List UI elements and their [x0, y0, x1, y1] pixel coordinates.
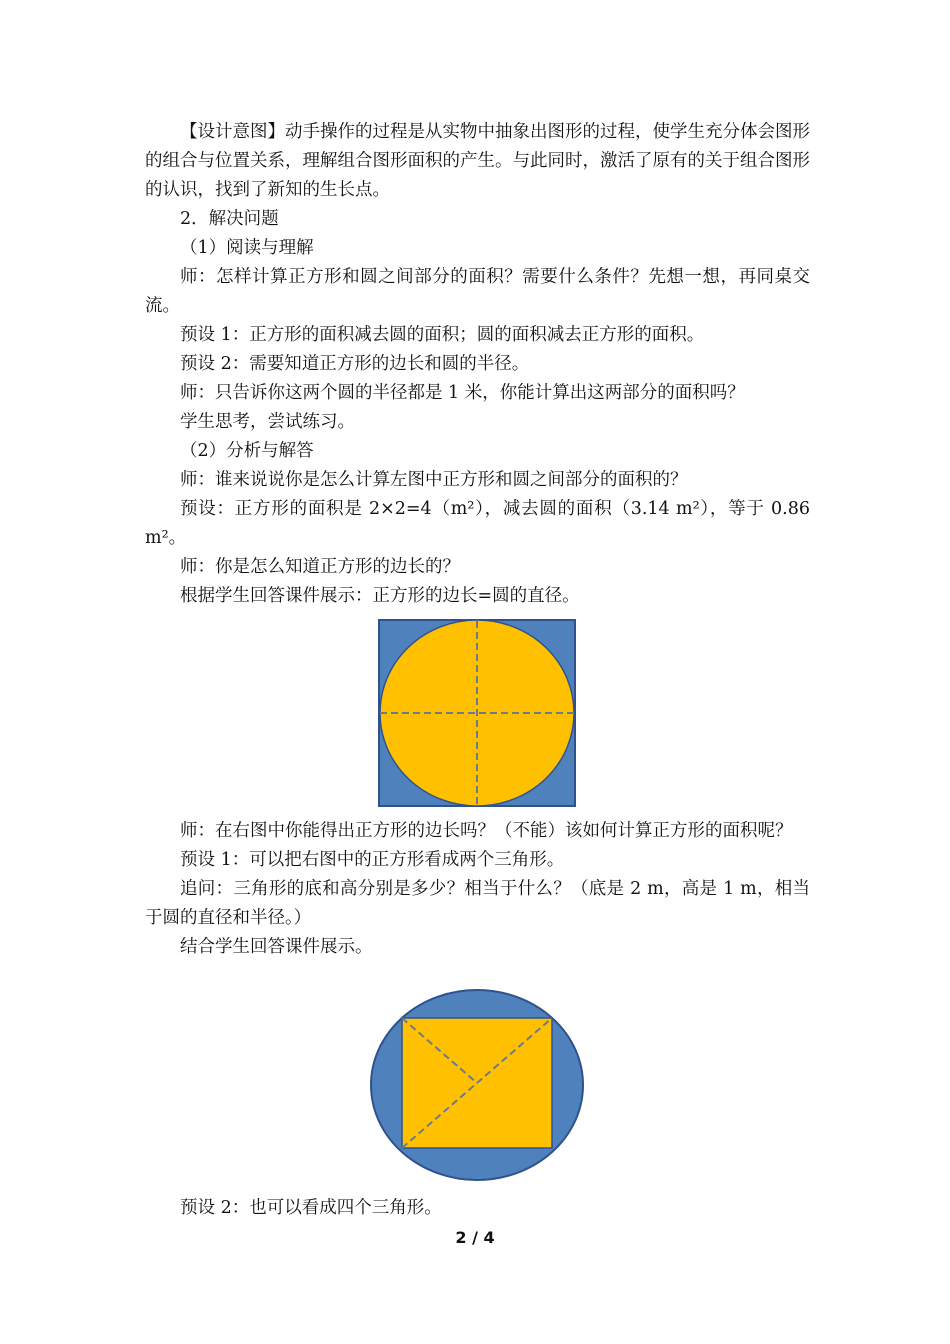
follow-up-question: 追问：三角形的底和高分别是多少？相当于什么？（底是 2 m，高是 1 m，相当于圆的直径和半径。） — [145, 879, 810, 928]
teacher-question-4: 师：你是怎么知道正方形的边长的？ — [180, 557, 460, 577]
preset-calculation: 预设：正方形的面积是 2×2=4（m²），减去圆的面积（3.14 m²），等于 0.86 m²。 — [145, 499, 810, 548]
student-practice: 学生思考，尝试练习。 — [180, 412, 355, 432]
subsection-read-understand: （1）阅读与理解 — [180, 238, 314, 258]
teacher-question-1: 师：怎样计算正方形和圆之间部分的面积？需要什么条件？先想一想，再同桌交流。 — [145, 267, 810, 316]
subsection-analyze-answer: （2）分析与解答 — [180, 441, 314, 461]
page-content — [145, 118, 810, 1223]
preset-2: 预设 2：需要知道正方形的边长和圆的半径。 — [180, 354, 530, 374]
circle-in-square-figure — [378, 619, 578, 809]
square-in-circle-figure — [370, 988, 586, 1182]
preset-two-triangles: 预设 1：可以把右图中的正方形看成两个三角形。 — [180, 850, 565, 870]
page-number: 2 / 4 — [455, 1228, 495, 1247]
preset-four-triangles: 预设 2：也可以看成四个三角形。 — [180, 1198, 442, 1218]
teacher-question-3: 师：谁来说说你是怎么计算左图中正方形和圆之间部分的面积的？ — [180, 470, 688, 490]
preset-1: 预设 1：正方形的面积减去圆的面积；圆的面积减去正方形的面积。 — [180, 325, 705, 345]
teacher-question-5: 师：在右图中你能得出正方形的边长吗？（不能）该如何计算正方形的面积呢？ — [180, 821, 793, 841]
teacher-question-2: 师：只告诉你这两个圆的半径都是 1 米，你能计算出这两部分的面积吗？ — [180, 383, 745, 403]
courseware-display-1: 根据学生回答课件展示：正方形的边长=圆的直径。 — [180, 586, 580, 606]
courseware-display-2: 结合学生回答课件展示。 — [180, 937, 373, 957]
design-intent-paragraph: 【设计意图】动手操作的过程是从实物中抽象出图形的过程，使学生充分体会图形的组合与位置关系，理解组合图形面积的产生。与此同时，激活了原有的关于组合图形的认识，找到了新知的生长点。 — [145, 122, 810, 200]
section-heading-solve: 2．解决问题 — [180, 209, 279, 229]
